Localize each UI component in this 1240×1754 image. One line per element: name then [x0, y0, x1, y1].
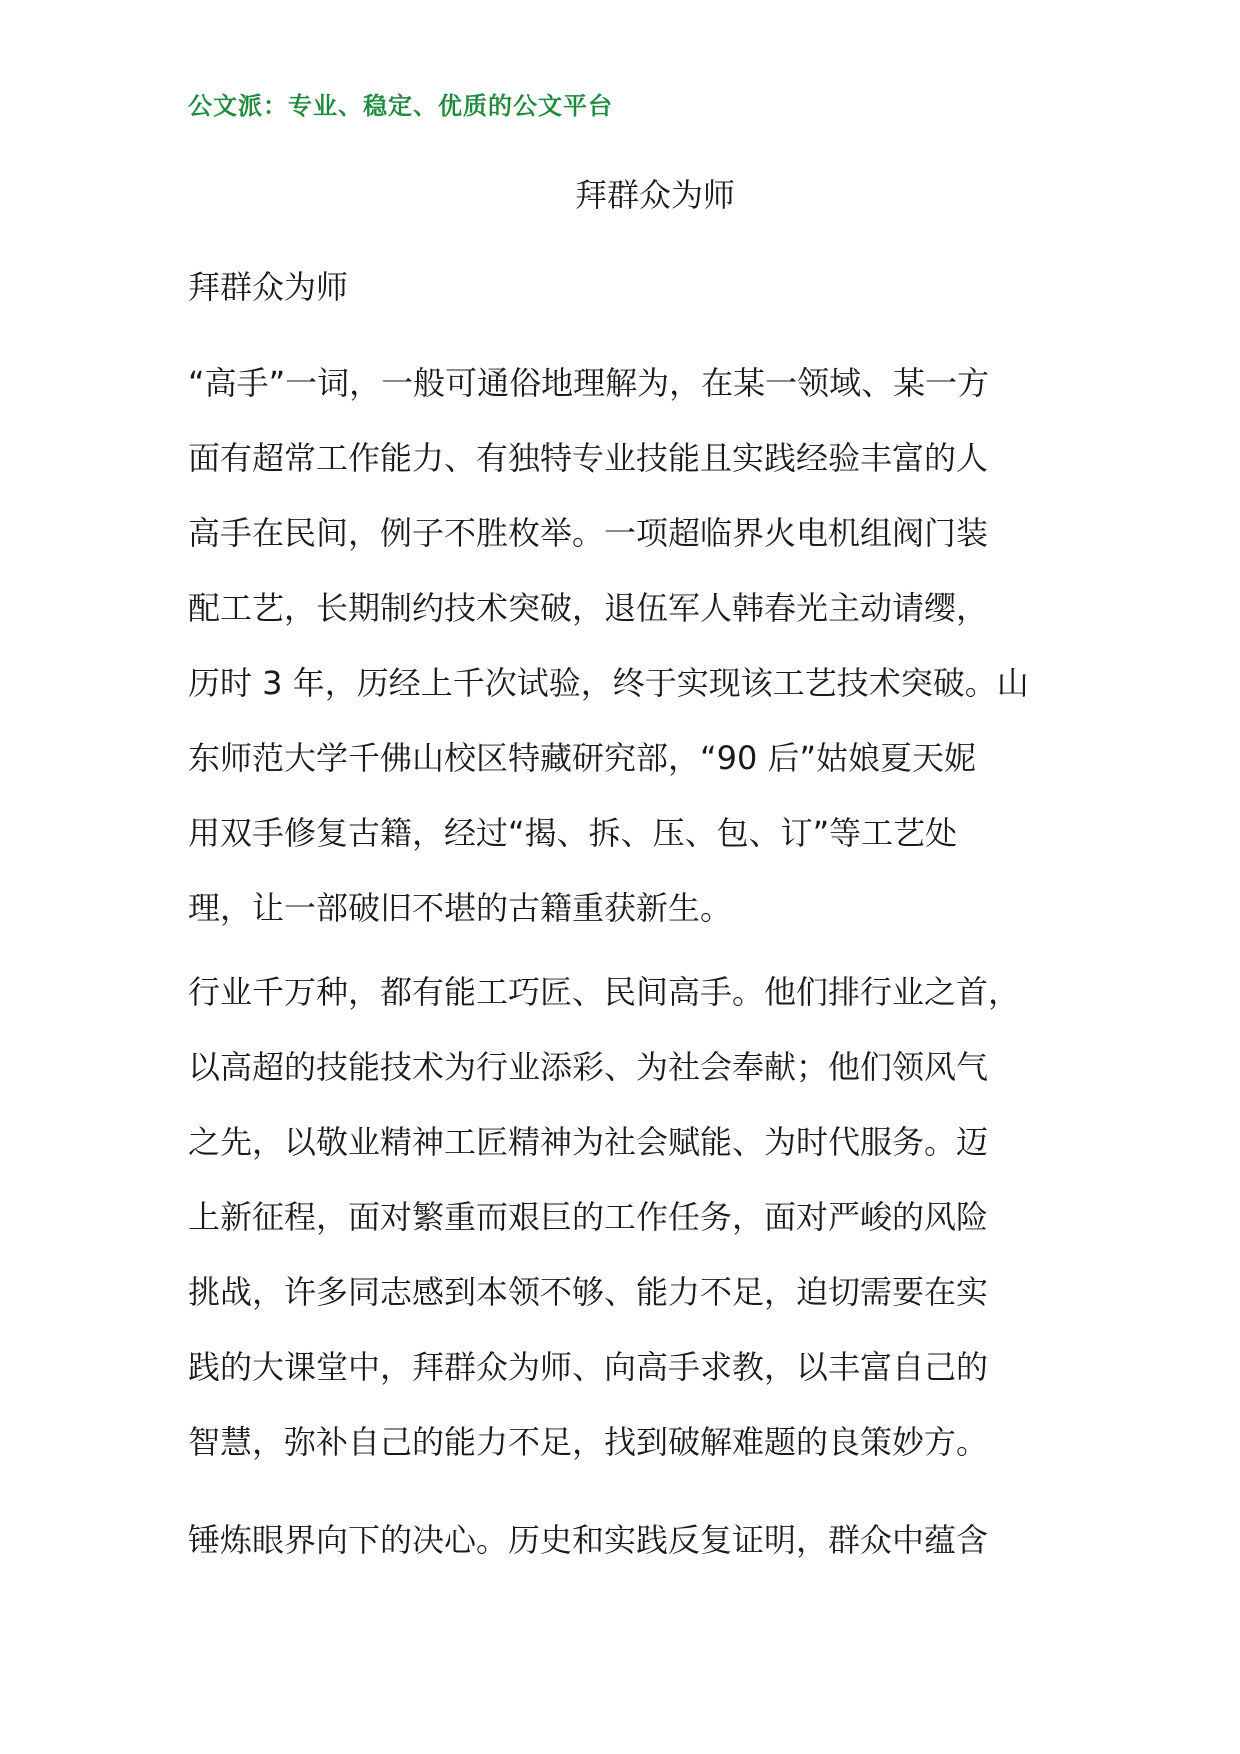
paragraph-line: 面有超常工作能力、有独特专业技能且实践经验丰富的人 [188, 439, 989, 477]
paragraph-line: 高手在民间，例子不胜枚举。一项超临界火电机组阀门装 [188, 514, 989, 552]
paragraph-line: 东师范大学千佛山校区特藏研究部，“90 后”姑娘夏天妮 [188, 739, 977, 777]
paragraph-2 [188, 955, 1088, 1480]
paragraph-line: 以高超的技能技术为行业添彩、为社会奉献；他们领风气 [188, 1048, 989, 1086]
document-subtitle: 拜群众为师 [188, 268, 349, 306]
paragraph-3 [188, 1503, 1088, 1578]
paragraph-line: 践的大课堂中，拜群众为师、向高手求教，以丰富自己的 [188, 1348, 989, 1386]
paragraph-line: 之先，以敬业精神工匠精神为社会赋能、为时代服务。迈 [188, 1123, 989, 1161]
paragraph-line: 上新征程，面对繁重而艰巨的工作任务，面对严峻的风险 [188, 1198, 989, 1236]
paragraph-line: 用双手修复古籍，经过“揭、拆、压、包、订”等工艺处 [188, 814, 958, 852]
paragraph-line: 锤炼眼界向下的决心。历史和实践反复证明，群众中蕴含 [188, 1521, 989, 1559]
paragraph-1 [188, 346, 1088, 946]
paragraph-line: 行业千万种，都有能工巧匠、民间高手。他们排行业之首， [188, 973, 1021, 1011]
header-brand-text: 公文派：专业、稳定、优质的公文平台 [188, 92, 613, 120]
paragraph-line: 智慧，弥补自己的能力不足，找到破解难题的良策妙方。 [188, 1423, 989, 1461]
paragraph-line: 理，让一部破旧不堪的古籍重获新生。 [188, 889, 733, 927]
paragraph-line: 配工艺，长期制约技术突破，退伍军人韩春光主动请缨， [188, 589, 989, 627]
paragraph-line: 挑战，许多同志感到本领不够、能力不足，迫切需要在实 [188, 1273, 989, 1311]
paragraph-line: 历时 3 年，历经上千次试验，终于实现该工艺技术突破。山 [188, 664, 1029, 702]
document-title: 拜群众为师 [574, 176, 735, 214]
paragraph-line: “高手”一词，一般可通俗地理解为，在某一领域、某一方 [188, 364, 990, 402]
